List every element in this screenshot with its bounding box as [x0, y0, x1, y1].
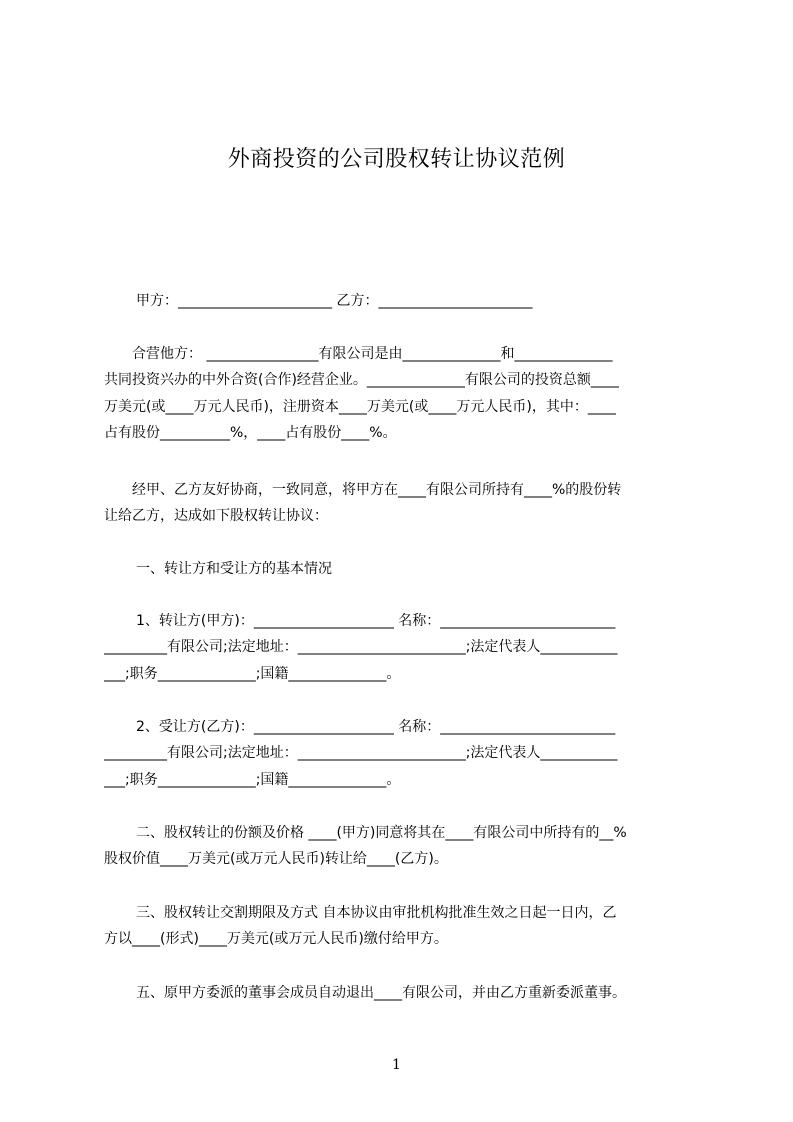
text-line: 二、股权转让的份额及价格 ____(甲方)同意将其在____有限公司中所持有的__%: [136, 825, 627, 841]
text-line: _________有限公司;法定地址：________________________;法定代表人___________: [104, 745, 618, 762]
text-line: 方以____(形式)____万美元(或万元人民币)缴付给甲方。: [104, 931, 448, 948]
joint-venture-paragraph: [104, 341, 701, 447]
share-price-paragraph: [104, 820, 701, 873]
text-line: ___;职务______________;国籍______________。: [104, 771, 401, 788]
text-line: _________有限公司;法定地址：________________________;法定代表人___________: [104, 639, 618, 656]
parties-paragraph: [104, 288, 701, 314]
text-line: 占有股份__________%，____占有股份____%。: [104, 425, 397, 442]
text-line: 三、股权转让交割期限及方式 自本协议由审批机构批准生效之日起一日内，乙: [136, 905, 617, 921]
text-line: 合营他方： ________________有限公司是由______________和______________: [132, 346, 613, 362]
text-line: 股权价值____万美元(或万元人民币)转让给____(乙方)。: [104, 851, 448, 868]
board-members-paragraph: [104, 980, 701, 1006]
text-line: 经甲、乙方友好协商，一致同意，将甲方在____有限公司所持有____%的股份转: [132, 482, 622, 498]
section-heading-paragraph: [104, 556, 701, 582]
page-number: 1: [392, 1057, 401, 1073]
text-line: ___;职务______________;国籍______________。: [104, 665, 401, 682]
transferee-paragraph: [104, 714, 701, 793]
text-line: 2、受让方(乙方)：____________________ 名称：_________________________: [136, 719, 616, 735]
text-line: 共同投资兴办的中外合资(合作)经营企业。______________有限公司的投资总额____: [104, 372, 619, 389]
text-line: 五、原甲方委派的董事会成员自动退出____有限公司，并由乙方重新委派董事。: [136, 985, 626, 1001]
text-line: 1、转让方(甲方)：____________________ 名称：_________________________: [136, 613, 616, 629]
text-line: 让给乙方，达成如下股权转让协议：: [104, 508, 328, 525]
delivery-terms-paragraph: [104, 900, 701, 953]
document-title: 外商投资的公司股权转让协议范例: [227, 147, 566, 172]
text-line: 万美元(或____万元人民币)，注册资本____万美元(或____万元人民币)，其中：____: [104, 398, 616, 415]
parties-line: 甲方：______________________ 乙方：______________________: [136, 293, 533, 309]
agreement-intro-paragraph: [104, 477, 701, 530]
section-heading: 一、转让方和受让方的基本情况: [136, 561, 332, 577]
transferor-paragraph: [104, 608, 701, 687]
